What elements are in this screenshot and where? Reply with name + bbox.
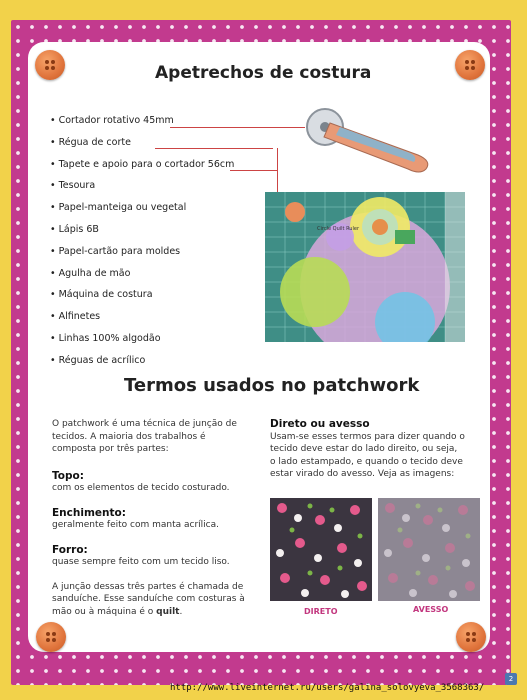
list-item: • Agulha de mão <box>50 263 234 285</box>
sewing-button-icon <box>35 50 65 80</box>
list-item: • Máquina de costura <box>50 284 234 306</box>
leader-line <box>170 127 305 128</box>
forro-heading: Forro: <box>52 543 88 556</box>
right-column <box>270 418 465 481</box>
caption-direto: DIRETO <box>304 607 338 616</box>
leader-line <box>155 148 273 149</box>
quilt-term: quilt <box>156 606 180 617</box>
page-number: 2 <box>505 673 517 685</box>
tools-list <box>50 110 234 372</box>
topo-text: com os elementos de tecido costurado. <box>52 483 230 493</box>
leader-line <box>230 170 278 171</box>
enchimento-text: geralmente feito com manta acrílica. <box>52 520 219 530</box>
list-item: • Lápis 6B <box>50 219 234 241</box>
list-item: • Cortador rotativo 45mm <box>50 110 234 132</box>
direto-text: Usam-se esses termos para dizer quando o tecido deve estar do lado direito, ou seja, o lado estampado, e quando o tecido deve estar virado do avesso. Veja as imagens: <box>270 431 465 479</box>
list-item: • Réguas de acrílico <box>50 350 234 372</box>
list-item: • Régua de corte <box>50 132 234 154</box>
watermark-url[interactable]: http://www.liveinternet.ru/users/galina_solovyeva_3568363/ <box>170 683 485 693</box>
sewing-button-icon <box>36 622 66 652</box>
fabric-front-image <box>270 498 372 601</box>
list-item: • Papel-manteiga ou vegetal <box>50 197 234 219</box>
ruler-label: Circle Quilt Ruler <box>317 226 360 232</box>
page-title: Apetrechos de costura <box>155 63 372 83</box>
enchimento-heading: Enchimento: <box>52 506 126 519</box>
list-item: • Tapete e apoio para o cortador 56cm <box>50 154 234 176</box>
section-title: Termos usados no patchwork <box>124 375 420 396</box>
juncao-text: A junção dessas três partes é chamada de sanduíche. Esse sanduíche com costuras à mão ou à máquina é o quilt. <box>52 581 245 617</box>
juncao-text-body: A junção dessas três partes é chamada de sanduíche. Esse sanduíche com costuras à mão ou à máquina é o <box>52 581 245 617</box>
intro-text: O patchwork é uma técnica de junção de tecidos. A maioria dos trabalhos é composta por três partes: <box>52 419 237 454</box>
list-item: • Papel-cartão para moldes <box>50 241 234 263</box>
direto-heading: Direto ou avesso <box>270 418 370 430</box>
sewing-button-icon <box>456 622 486 652</box>
list-item: • Linhas 100% algodão <box>50 328 234 350</box>
sewing-button-icon <box>455 50 485 80</box>
list-item: • Tesoura <box>50 175 234 197</box>
list-item: • Alfinetes <box>50 306 234 328</box>
ruler-mat-image <box>265 192 465 342</box>
caption-avesso: AVESSO <box>413 605 449 614</box>
rotary-cutter-icon <box>300 105 435 175</box>
fabric-back-image <box>378 498 480 601</box>
left-column <box>52 418 247 618</box>
forro-text: quase sempre feito com um tecido liso. <box>52 557 230 567</box>
topo-heading: Topo: <box>52 469 84 482</box>
